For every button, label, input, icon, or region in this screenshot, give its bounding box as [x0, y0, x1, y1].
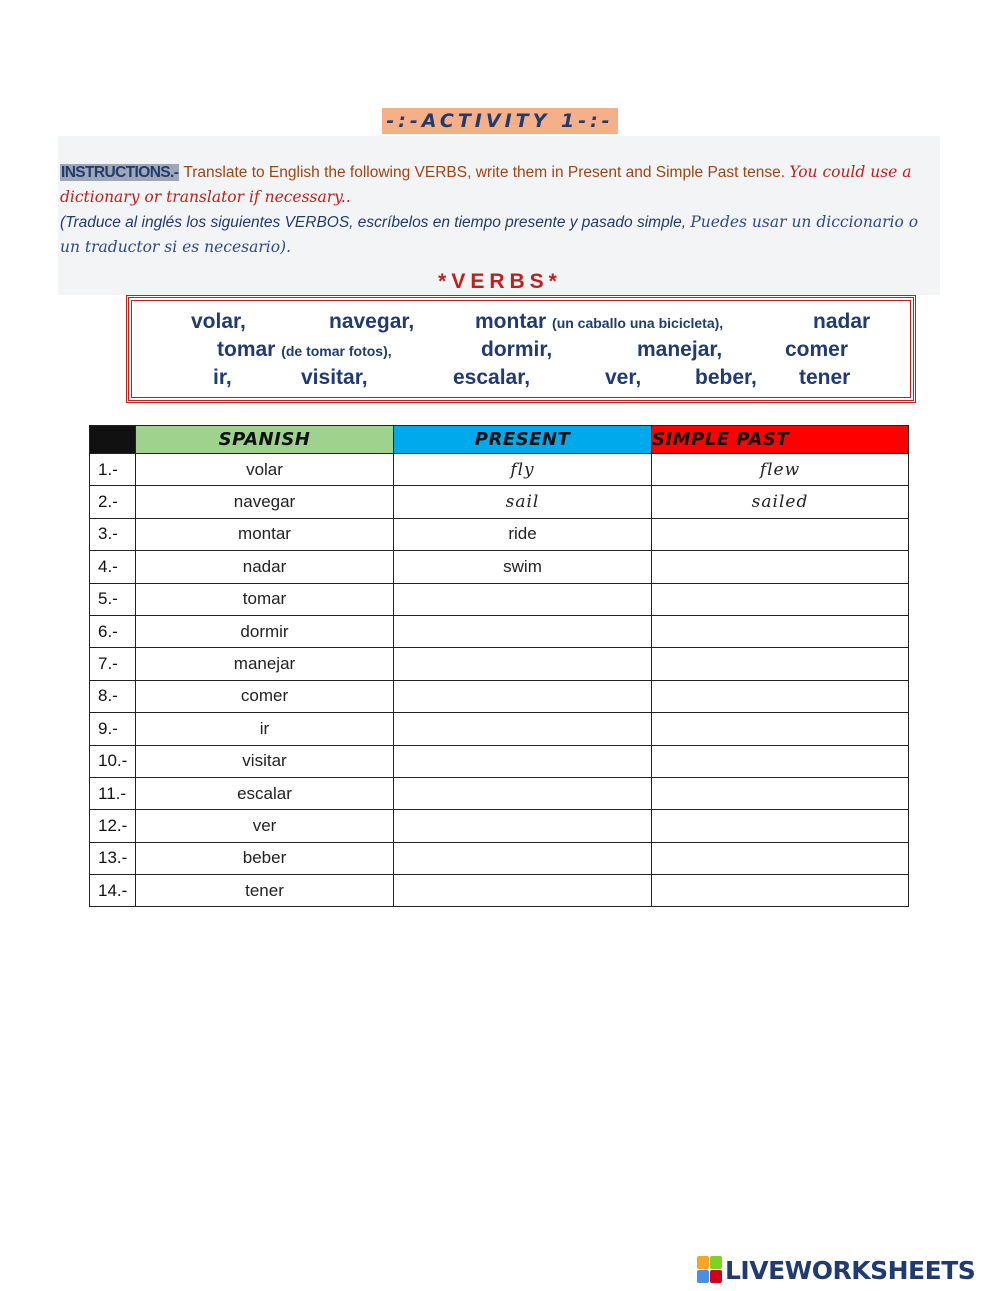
table-header-row — [90, 426, 909, 454]
table-row — [90, 777, 909, 809]
spanish-verb-cell: tener — [136, 875, 394, 907]
table-row — [90, 518, 909, 550]
verb-note: (un caballo una bicicleta), — [552, 315, 724, 331]
row-number: 6.- — [90, 615, 136, 647]
past-answer-cell[interactable] — [652, 615, 909, 647]
spanish-verb-cell: dormir — [136, 615, 394, 647]
table-row — [90, 551, 909, 583]
instructions-label: INSTRUCTIONS.- — [61, 164, 179, 181]
verb-word: beber, — [695, 366, 757, 389]
table-row — [90, 745, 909, 777]
spanish-verb-cell: nadar — [136, 551, 394, 583]
present-answer-cell[interactable] — [394, 745, 652, 777]
present-answer-cell[interactable] — [394, 615, 652, 647]
past-answer-cell[interactable] — [652, 551, 909, 583]
past-answer-cell[interactable] — [652, 583, 909, 615]
past-answer-cell[interactable] — [652, 842, 909, 874]
verb-word-text: tomar — [217, 338, 276, 361]
row-number: 10.- — [90, 745, 136, 777]
header-simple-past: SIMPLE PAST — [652, 426, 909, 454]
verb-word — [475, 310, 723, 334]
past-answer-cell[interactable] — [652, 777, 909, 809]
logo-text: LIVEWORKSHEETS — [725, 1255, 976, 1285]
header-present: PRESENT — [394, 426, 652, 454]
logo-square-v — [697, 1270, 709, 1283]
header-number — [90, 426, 136, 454]
table-row — [90, 713, 909, 745]
past-answer-cell[interactable] — [652, 875, 909, 907]
row-number: 2.- — [90, 486, 136, 518]
logo-square-i — [710, 1256, 722, 1269]
present-answer-cell[interactable] — [394, 777, 652, 809]
table-body — [90, 454, 909, 907]
verb-word: ver, — [605, 366, 642, 389]
spanish-verb-cell: beber — [136, 842, 394, 874]
spanish-verb-cell: montar — [136, 518, 394, 550]
present-answer-cell[interactable]: ride — [394, 518, 652, 550]
verb-word: nadar — [813, 310, 871, 333]
verb-word: visitar, — [301, 366, 368, 389]
row-number: 12.- — [90, 810, 136, 842]
instructions-english — [60, 160, 940, 210]
table-row — [90, 810, 909, 842]
present-answer-cell[interactable] — [394, 648, 652, 680]
verb-word: navegar, — [329, 310, 415, 333]
row-number: 7.- — [90, 648, 136, 680]
verb-word: tener — [799, 366, 851, 389]
spanish-verb-cell: navegar — [136, 486, 394, 518]
row-number: 8.- — [90, 680, 136, 712]
present-answer-cell[interactable]: sail — [394, 486, 652, 518]
table-row — [90, 648, 909, 680]
spanish-verb-cell: ver — [136, 810, 394, 842]
instructions-main: Translate to English the following VERBS, write them in Present and Simple Past tense. — [183, 164, 785, 181]
past-answer-cell[interactable] — [652, 680, 909, 712]
row-number: 1.- — [90, 454, 136, 486]
table-row — [90, 454, 909, 486]
spanish-verb-cell: escalar — [136, 777, 394, 809]
instructions-spanish — [60, 210, 940, 260]
instructions-spanish-a: (Traduce al inglés los siguientes VERBOS, escríbelos en tiempo presente y pasado simple, — [60, 214, 687, 231]
past-answer-cell[interactable] — [652, 648, 909, 680]
instructions-spanish-b: Puedes usar un diccionario o un traductor si es necesario). — [60, 213, 919, 256]
verb-note: (de tomar fotos), — [281, 343, 392, 359]
logo-square-l — [697, 1256, 709, 1269]
table-row — [90, 875, 909, 907]
table-row — [90, 486, 909, 518]
row-number: 3.- — [90, 518, 136, 550]
logo-square-e — [710, 1270, 722, 1283]
header-spanish: SPANISH — [136, 426, 394, 454]
present-answer-cell[interactable] — [394, 713, 652, 745]
table-row — [90, 842, 909, 874]
past-answer-cell[interactable]: flew — [652, 454, 909, 486]
instructions-optional: You could use a dictionary or translator if necessary.. — [60, 163, 912, 206]
verb-bank — [126, 295, 916, 403]
present-answer-cell[interactable] — [394, 875, 652, 907]
spanish-verb-cell: comer — [136, 680, 394, 712]
activity-title: -:-ACTIVITY 1-:- — [382, 108, 617, 134]
verb-word: ir, — [213, 366, 232, 389]
activity-title-wrap — [0, 108, 1000, 134]
present-answer-cell[interactable]: fly — [394, 454, 652, 486]
liveworksheets-logo — [697, 1254, 975, 1286]
row-number: 9.- — [90, 713, 136, 745]
spanish-verb-cell: volar — [136, 454, 394, 486]
present-answer-cell[interactable] — [394, 680, 652, 712]
past-answer-cell[interactable]: sailed — [652, 486, 909, 518]
verb-word-text: montar — [475, 310, 547, 333]
row-number: 14.- — [90, 875, 136, 907]
verb-word: escalar, — [453, 366, 531, 389]
verb-word: volar, — [191, 310, 246, 333]
logo-mark-icon — [697, 1256, 723, 1284]
row-number: 4.- — [90, 551, 136, 583]
row-number: 13.- — [90, 842, 136, 874]
spanish-verb-cell: ir — [136, 713, 394, 745]
present-answer-cell[interactable] — [394, 810, 652, 842]
verb-table — [89, 425, 909, 907]
table-row — [90, 615, 909, 647]
verb-word: manejar, — [637, 338, 723, 361]
verb-word — [217, 338, 392, 362]
verb-word: dormir, — [481, 338, 553, 361]
present-answer-cell[interactable] — [394, 842, 652, 874]
table-row — [90, 680, 909, 712]
table-row — [90, 583, 909, 615]
row-number: 11.- — [90, 777, 136, 809]
spanish-verb-cell: manejar — [136, 648, 394, 680]
past-answer-cell[interactable] — [652, 810, 909, 842]
present-answer-cell[interactable] — [394, 583, 652, 615]
past-answer-cell[interactable] — [652, 745, 909, 777]
present-answer-cell[interactable]: swim — [394, 551, 652, 583]
past-answer-cell[interactable] — [652, 518, 909, 550]
verbs-heading: *VERBS* — [438, 270, 562, 293]
row-number: 5.- — [90, 583, 136, 615]
spanish-verb-cell: visitar — [136, 745, 394, 777]
past-answer-cell[interactable] — [652, 713, 909, 745]
verb-word: comer — [785, 338, 849, 361]
spanish-verb-cell: tomar — [136, 583, 394, 615]
